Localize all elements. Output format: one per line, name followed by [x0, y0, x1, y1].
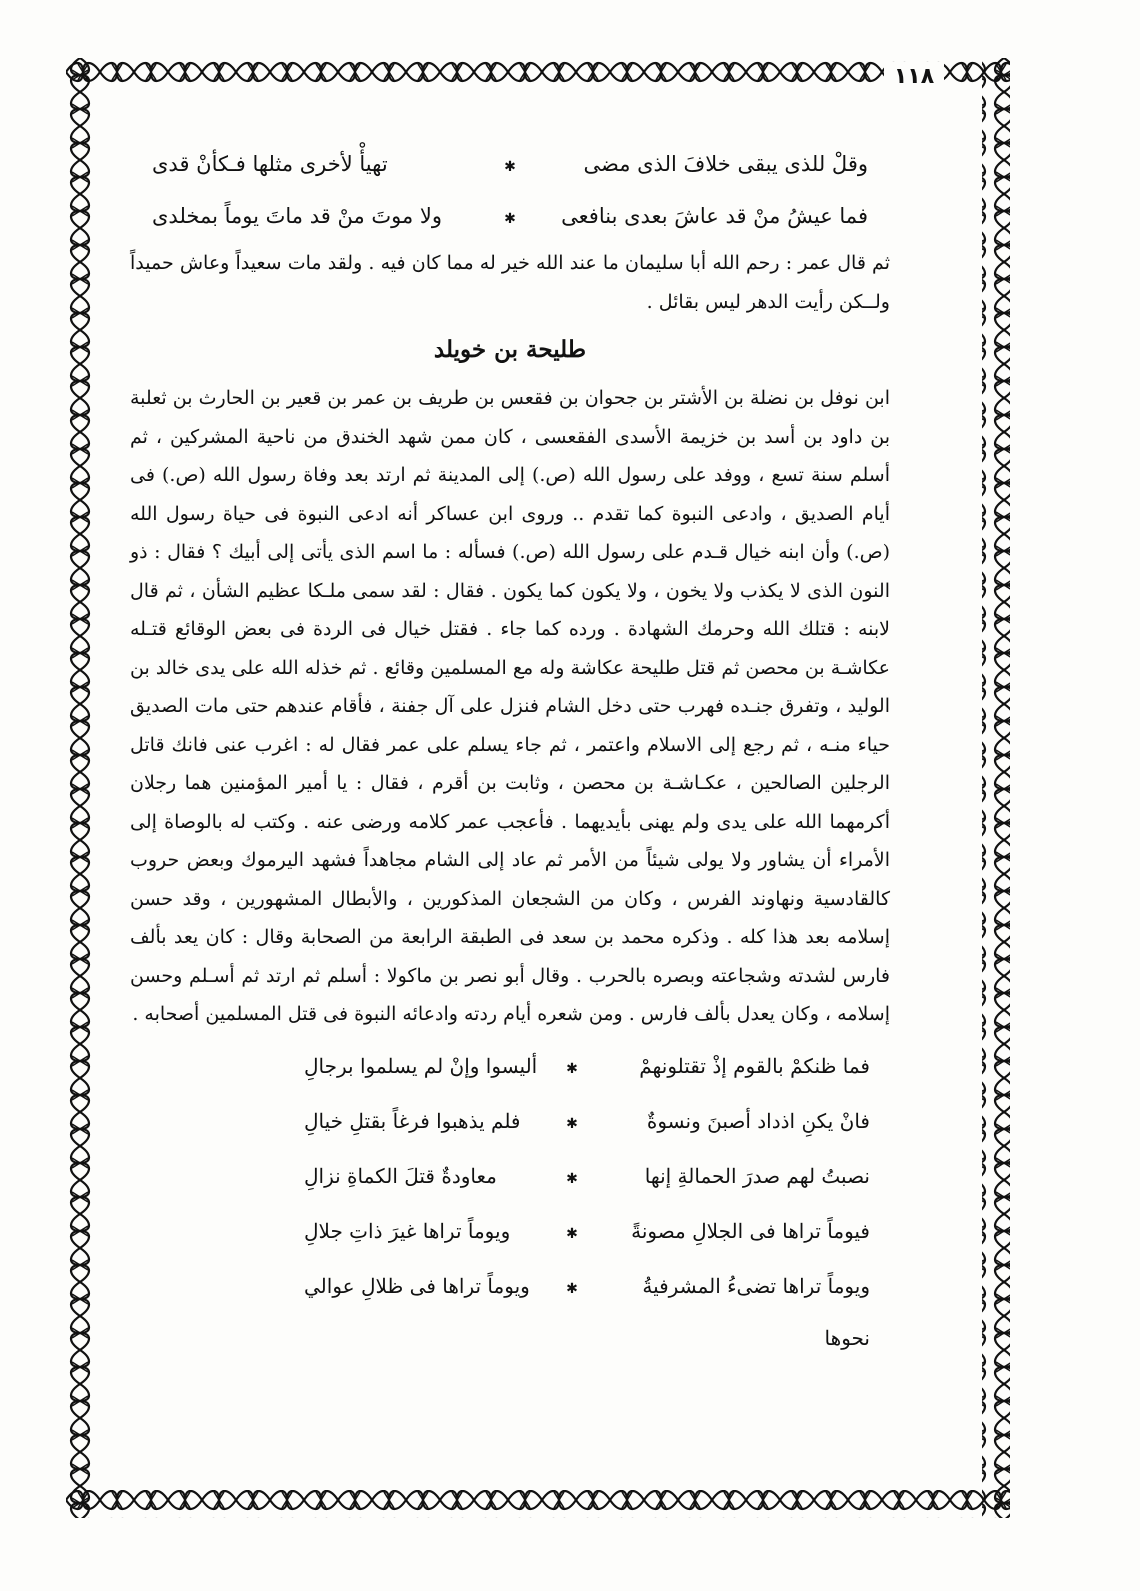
verse-separator-icon: ✱: [504, 159, 516, 175]
verse-second-hemistich: تهيأْ لأخرى مثلها فـكأنْ قدى: [152, 152, 388, 176]
verse-first-hemistich: فما عيشُ منْ قد عاشَ بعدى بنافعى: [561, 204, 868, 228]
biography-paragraph-text: ابن نوفل بن نضلة بن الأشتر بن جحوان بن فقعس بن طريف بن عمر بن قعير بن الحارث بن ثعلبة بن داود بن أسد بن خزيمة الأسدى الفقعسى ، كان ممن شهد الخندق من ناحية المشركين ، ثم أسلم سنة تسع ، ووفد على رسول الله (ص.) إلى المدينة ثم ارتد بعد وفاة رسول الله (ص.) فى أيام الصديق ، وادعى النبوة كما تقدم .. وروى ابن عساكر أنه ادعى النبوة فى حياة رسول الله (ص.) وأن ابنه خيال قـدم على رسول الله (ص.) فسأله : ما اسم الذى يأتى إلى أبيك ؟ فقال : ذو النون الذى لا يكذب ولا يخون ، ولا يكون كما يكون . فقال : لقد سمى ملـكا عظيم الشأن ، ثم قال لابنه : قتلك الله وحرمك الشهادة . ورده كما جاء . فقتل خيال فى الردة فى بعض الوقائع قتـله عكاشـة بن محصن ثم قتل طليحة عكاشة وله مع المسلمين وقائع . ثم خذله الله على يدى خالد بن الوليد ، وتفرق جنـده فهرب حتى دخل الشام فنزل على آل جفنة ، فأقام عندهم حتى مات الصديق حياء منـه ، ثم رجع إلى الاسلام واعتمر ، ثم جاء يسلم على عمر فقال له : اغرب عنى فانك قاتل الرجلين الصالحين ، عكـاشـة بن محصن ، وثابت بن أقرم ، فقال : يا أمير المؤمنين هما رجلان أكرمهما الله على يدى ولم يهنى بأيديهما . فأعجب عمر كلامه ورضى عنه . وكتب له بالوصاة إلى الأمراء أن يشاور ولا يولى شيئاً من الأمر ثم عاد إلى الشام مجاهداً فشهد اليرموك وبعض حروب كالقادسية ونهاوند الفرس ، وكان من الشجعان المذكورين ، والأبطال المشهورين ، وقد حسن إسلامه بعد هذا كله . وذكره محمد بن سعد فى الطبقة الرابعة من الصحابة وقال : كان يعد بألف فارس لشدته وشجاعته وبصره بالحرب . وقال أبو نصر بن ماكولا : أسلم ثم ارتد ثم أسـلم وحسن إسلامه ، وكان يعدل بألف فارس . ومن شعره أيام ردته وادعائه النبوة فى قتل المسلمين أصحابه .: [130, 387, 891, 1025]
verse-separator-icon: ✱: [504, 211, 516, 227]
section-title: طليحة بن خويلد: [433, 336, 587, 363]
verse-separator-icon: ✱: [566, 1225, 578, 1242]
verse-first-hemistich: فيوماً تراها فى الجلالِ مصونةً: [631, 1218, 870, 1243]
verse-separator-icon: ✱: [566, 1115, 578, 1132]
verse-separator-icon: ✱: [566, 1170, 578, 1187]
biography-paragraph: [130, 379, 890, 1034]
verse-second-hemistich: أليسوا وإنْ لم يسلموا برجالِ: [304, 1053, 538, 1078]
verse-separator-icon: ✱: [566, 1280, 578, 1297]
page-number: ١١٨: [884, 62, 944, 92]
page-content: [130, 140, 890, 1364]
closing-verse-4: [130, 1205, 890, 1260]
verse-second-hemistich: ويوماً تراها فى ظلالِ عوالي: [304, 1273, 530, 1298]
closing-verse-2: [130, 1095, 890, 1150]
verse-second-hemistich: معاودةٌ قتلَ الكماةِ نزالِ: [304, 1163, 497, 1188]
closing-poem: [130, 1040, 890, 1364]
opening-paragraph: [130, 244, 890, 321]
verse-second-hemistich: ويوماً تراها غيرَ ذاتِ جلالِ: [304, 1218, 511, 1243]
verse-separator-icon: ✱: [566, 1060, 578, 1077]
closing-verse-1: [130, 1040, 890, 1095]
opening-verse-1: [130, 140, 890, 192]
verse-second-hemistich: فلم يذهبوا فرغاً بقتلِ خيالِ: [304, 1108, 521, 1133]
opening-verse-2: [130, 192, 890, 244]
verse-first-hemistich: نصبتُ لهم صدرَ الحمالةِ إنها: [644, 1163, 870, 1188]
verse-first-hemistich: وقلْ للذى يبقى خلافَ الذى مضى: [583, 152, 868, 176]
verse-first-hemistich: فما ظنكمْ بالقوم إذْ تقتلونهمْ: [639, 1053, 870, 1078]
closing-verse-3: [130, 1150, 890, 1205]
verse-first-hemistich: فانْ يكنِ اذداد أصبنَ ونسوةٌ: [646, 1108, 870, 1133]
verse-second-hemistich: ولا موتَ منْ قد ماتَ يوماً بمخلدى: [152, 204, 443, 228]
opening-paragraph-text: ثم قال عمر : رحم الله أبا سليمان ما عند الله خير له مما كان فيه . ولقد مات سعيداً وعاش حميداً ولــكن رأيت الدهر ليس بقائل .: [130, 252, 890, 313]
closing-verse-5: [130, 1260, 890, 1364]
verse-first-hemistich: ويوماً تراها تضىءُ المشرفيةُ نحوها: [642, 1273, 870, 1350]
